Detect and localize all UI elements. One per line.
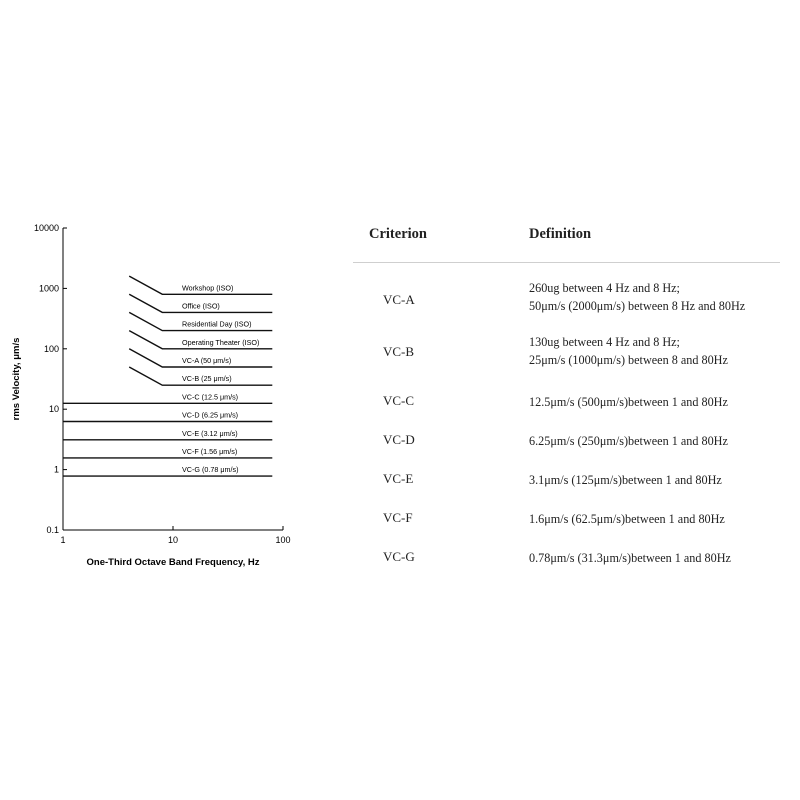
- table-row: [353, 478, 780, 526]
- y-axis-title: rms Velocity, μm/s: [11, 337, 22, 421]
- curve-label: VC-E (3.12 μm/s): [182, 428, 238, 438]
- definition-line: 25μm/s (1000μm/s) between 8 and 80Hz: [529, 353, 728, 367]
- series-layer: [63, 276, 272, 476]
- criterion-header: Criterion: [369, 226, 427, 242]
- criterion-cell: VC-D: [383, 432, 415, 447]
- vibration-criteria-chart: [0, 210, 300, 580]
- y-tick-label: 100: [43, 343, 59, 354]
- definition-line: 260ug between 4 Hz and 8 Hz;: [529, 281, 680, 295]
- criteria-table: [353, 222, 780, 565]
- curve-label: VC-F (1.56 μm/s): [182, 446, 238, 456]
- definition-header: Definition: [529, 226, 592, 242]
- y-tick-label: 10000: [33, 223, 59, 233]
- definition-line: 130ug between 4 Hz and 8 Hz;: [529, 335, 680, 349]
- definition-line: 50μm/s (2000μm/s) between 8 Hz and 80Hz: [529, 299, 746, 313]
- criterion-cell: VC-A: [383, 292, 415, 307]
- curve-label: Workshop (ISO): [182, 283, 234, 293]
- curve-label: VC-D (6.25 μm/s): [182, 410, 239, 420]
- y-tick-label: 10: [48, 404, 59, 415]
- definition-line: 3.1μm/s (125μm/s)between 1 and 80Hz: [529, 473, 722, 487]
- x-tick-label: 10: [167, 535, 179, 545]
- table-header: [353, 222, 780, 263]
- definition-line: 6.25μm/s (250μm/s)between 1 and 80Hz: [529, 434, 728, 448]
- y-tick-label: 1: [53, 464, 59, 475]
- x-axis-title: One-Third Octave Band Frequency, Hz: [86, 557, 260, 568]
- x-tick-label: 100: [275, 535, 291, 545]
- chart-svg: [0, 210, 300, 580]
- x-tick-label: 1: [60, 535, 66, 545]
- table-row: [353, 400, 780, 448]
- definition-line: 0.78μm/s (31.3μm/s)between 1 and 80Hz: [529, 551, 731, 565]
- criterion-cell: VC-C: [383, 393, 415, 408]
- y-tick-label: 0.1: [46, 525, 59, 535]
- table-row: [353, 361, 780, 409]
- definition-line: 12.5μm/s (500μm/s)between 1 and 80Hz: [529, 395, 728, 409]
- curve-label: VC-A (50 μm/s): [182, 355, 232, 365]
- criterion-cell: VC-E: [383, 471, 414, 486]
- table-row: [353, 439, 780, 487]
- criterion-cell: VC-B: [383, 344, 415, 359]
- curve-label: VC-G (0.78 μm/s): [182, 465, 239, 475]
- curve-label: Residential Day (ISO): [182, 319, 252, 329]
- curve-label: Office (ISO): [182, 301, 220, 311]
- criterion-cell: VC-G: [383, 549, 415, 564]
- curve-label: VC-B (25 μm/s): [182, 374, 232, 384]
- definition-line: 1.6μm/s (62.5μm/s)between 1 and 80Hz: [529, 512, 725, 526]
- curve-label: VC-C (12.5 μm/s): [182, 392, 239, 402]
- y-tick-label: 1000: [38, 283, 59, 294]
- table-row: [353, 517, 780, 565]
- criterion-cell: VC-F: [383, 510, 413, 525]
- curve-label: Operating Theater (ISO): [182, 337, 260, 347]
- table-row: [353, 263, 780, 313]
- table-row: [353, 313, 780, 367]
- ticks-layer: [34, 223, 291, 545]
